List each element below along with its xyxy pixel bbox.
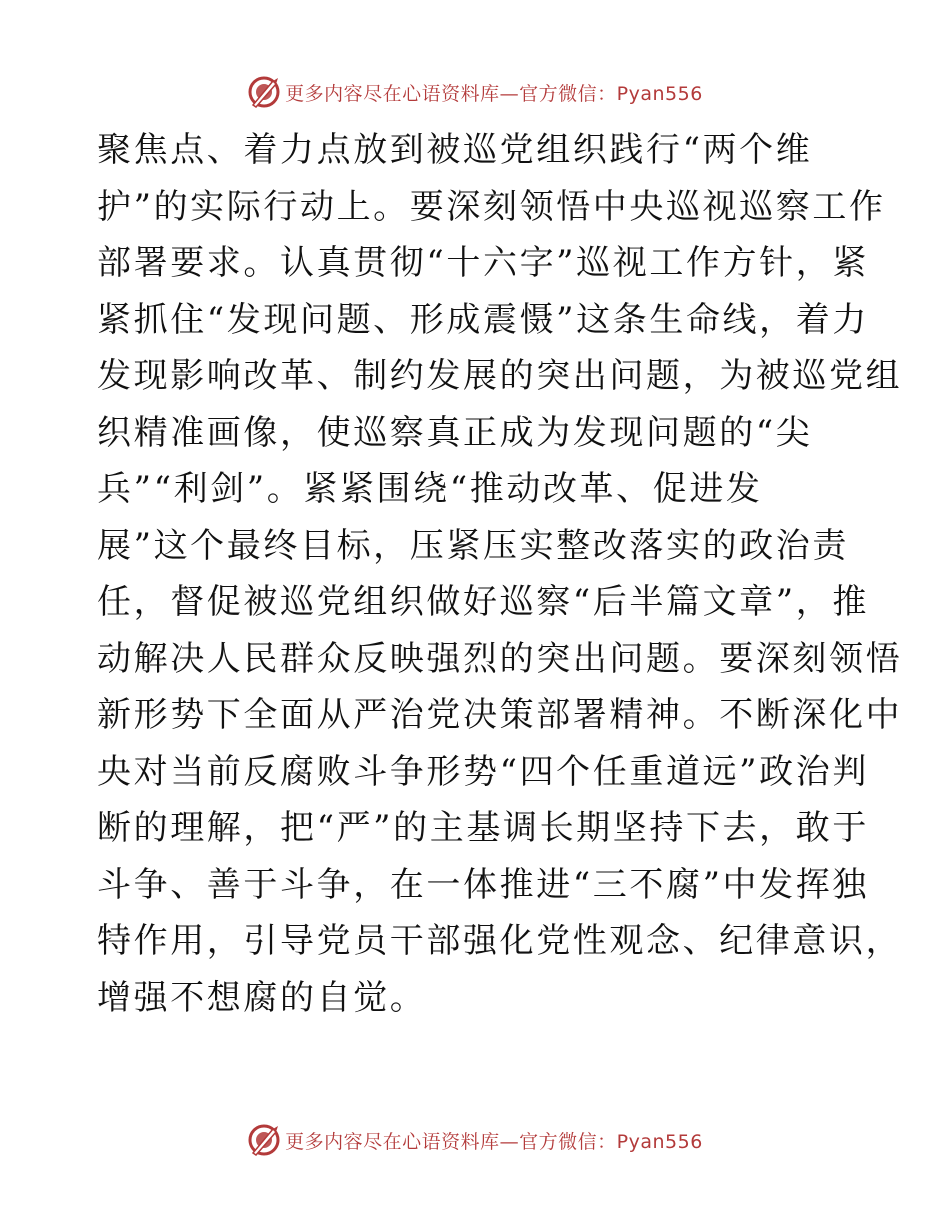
quill-logo-icon — [247, 1123, 281, 1157]
body-line: 央对当前反腐败斗争形势“四个任重道远”政治判 — [97, 751, 869, 792]
footer-site-text: 更多内容尽在心语资料库—官方微信： — [285, 1130, 617, 1153]
body-line: 部署要求。认真贯彻“十六字”巡视工作方针，紧 — [97, 243, 869, 283]
footer-banner — [0, 1120, 950, 1160]
body-line: 聚焦点、着力点放到被巡党组织践行“两个维 — [97, 130, 813, 170]
body-line: 展”这个最终目标，压紧压实整改落实的政治责 — [97, 525, 849, 566]
body-line: 紧抓住“发现问题、形成震慑”这条生命线，着力 — [97, 299, 869, 340]
document-body — [97, 122, 903, 1026]
header-banner — [0, 72, 950, 112]
footer-contact-text: Pyan556 — [616, 1130, 703, 1153]
body-line: 特作用，引导党员干部强化党性观念、纪律意识， — [97, 921, 903, 961]
body-line: 斗争、善于斗争，在一体推进“三不腐”中发挥独 — [97, 864, 869, 905]
header-banner-text — [285, 79, 703, 106]
header-contact-text: Pyan556 — [616, 82, 703, 105]
body-line: 增强不想腐的自觉。 — [97, 977, 427, 1018]
body-line: 断的理解，把“严”的主基调长期坚持下去，敢于 — [97, 808, 869, 848]
body-line: 任，督促被巡党组织做好巡察“后半篇文章”，推 — [97, 582, 869, 622]
body-line: 织精准画像，使巡察真正成为发现问题的“尖 — [97, 412, 813, 453]
body-line: 动解决人民群众反映强烈的突出问题。要深刻领悟 — [97, 638, 903, 679]
quill-logo-icon — [247, 75, 281, 109]
body-line: 护”的实际行动上。要深刻领悟中央巡视巡察工作 — [97, 186, 886, 227]
footer-banner-text — [285, 1127, 703, 1154]
body-line: 兵”“利剑”。紧紧围绕“推动改革、促进发 — [97, 469, 763, 509]
body-line: 发现影响改革、制约发展的突出问题，为被巡党组 — [97, 356, 903, 396]
header-site-text: 更多内容尽在心语资料库—官方微信： — [285, 82, 617, 105]
body-line: 新形势下全面从严治党决策部署精神。不断深化中 — [97, 695, 903, 735]
